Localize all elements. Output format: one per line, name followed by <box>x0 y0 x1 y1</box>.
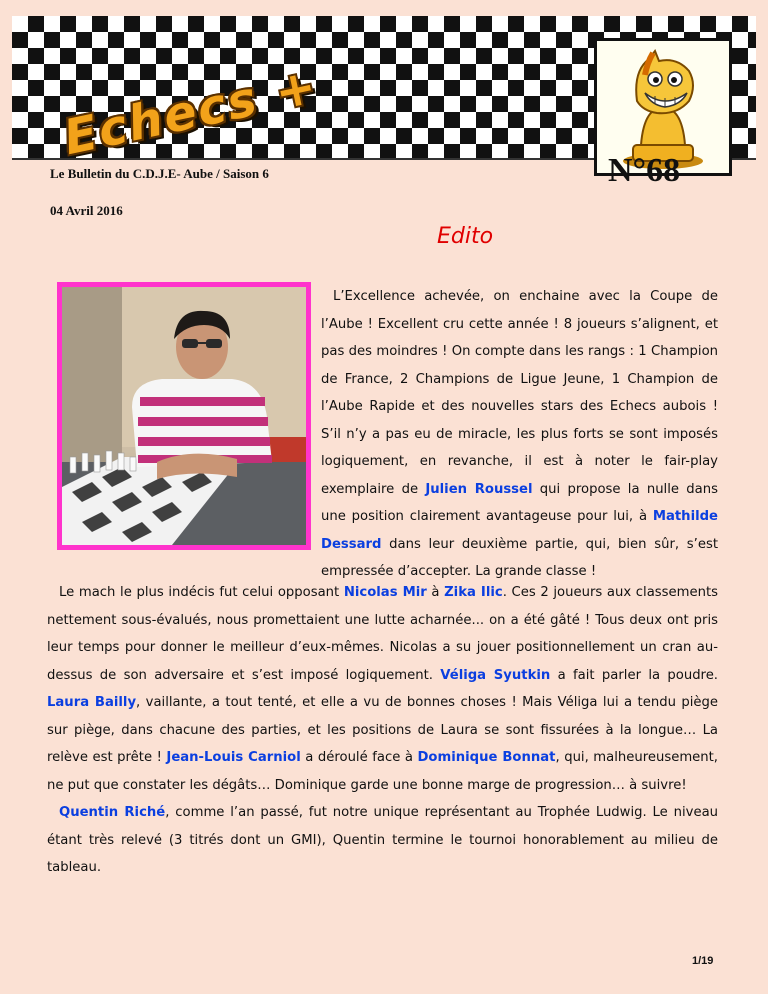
player-name: Quentin Riché <box>59 805 166 820</box>
edito-paragraph-2 <box>47 579 718 799</box>
player-name: Mathilde Dessard <box>321 509 718 552</box>
issue-number: N°68 <box>608 152 681 189</box>
player-name: Dominique Bonnat <box>417 750 556 765</box>
page-number: 1/19 <box>692 955 714 967</box>
edito-heading: Edito <box>437 224 494 249</box>
issue-date: 04 Avril 2016 <box>50 203 123 218</box>
header-banner <box>12 16 756 167</box>
text-run: L’Excellence achevée, on enchaine avec la Coupe de l’Aube ! Excellent cru cette année ! 8 joueurs s’alignent, et pas des moindres ! On compte dans les rangs : 1 Champion de France, 2 Champions de Ligue Jeune, 1 Champion de l’Aube Rapide et des nouvelles stars des Echecs aubois ! S’il n’y a pas eu de miracle, les plus forts se sont imposés logiquement, en revanche, il est à noter le fair-play exemplaire de <box>321 289 718 497</box>
text-run: Le mach le plus indécis fut celui opposant <box>59 585 344 600</box>
bulletin-subtitle: Le Bulletin du C.D.J.E- Aube / Saison 6 <box>50 166 269 181</box>
player-at-chessboard-image <box>62 287 306 545</box>
text-run: , vaillante, a tout tenté, et elle a vu de bonnes choses ! Mais Véliga lui a tendu piège sur piège, dans chacune des parties, et les positions de Laura se sont fissurées à la longue… La relève est prête ! <box>47 695 718 765</box>
player-name: Nicolas Mir <box>343 585 427 600</box>
edito-paragraph-3 <box>47 799 718 882</box>
text-run: qui propose la nulle dans une position clairement avantageuse pour lui, à <box>321 481 718 524</box>
newsletter-title: Echecs + <box>58 57 323 167</box>
player-name: Véliga Syutkin <box>440 667 551 683</box>
edito-paragraph-1 <box>321 283 718 586</box>
player-name: Jean-Louis Carniol <box>166 750 301 765</box>
player-name: Laura Bailly <box>47 695 137 710</box>
text-run: , qui, malheureusement, ne put que constater les dégâts… Dominique garde une bonne marge de progression… à suivre! <box>47 750 718 793</box>
text-run: a déroulé face à <box>300 750 418 765</box>
text-run: dans leur deuxième partie, qui, bien sûr, s’est empressée d’accepter. La grande classe ! <box>321 536 718 579</box>
text-run: a fait parler la poudre. <box>550 667 718 683</box>
photo-frame <box>57 282 311 550</box>
text-run: à <box>426 585 445 600</box>
edito-text-column <box>321 283 718 586</box>
text-run: , comme l’an passé, fut notre unique représentant au Trophée Ludwig. Le niveau étant très relevé (3 titrés dont un GMI), Quentin termine le tournoi honorablement au milieu de tableau. <box>47 805 719 875</box>
text-run: . Ces 2 joueurs aux classements nettement sous-évalués, nous promettaient une lutte acharnée... on a été gâté ! Tous deux ont pris leur temps pour donner le meilleur d’eux-mêmes. Nicolas a su jouer positionnellement un cran au-dessus de son adversaire et s’est imposé logiquement. <box>47 585 718 683</box>
player-name: Julien Roussel <box>425 481 533 497</box>
player-name: Zika Ilic <box>444 585 503 600</box>
player-photo <box>62 287 306 545</box>
edito-text-full-width <box>47 579 718 882</box>
